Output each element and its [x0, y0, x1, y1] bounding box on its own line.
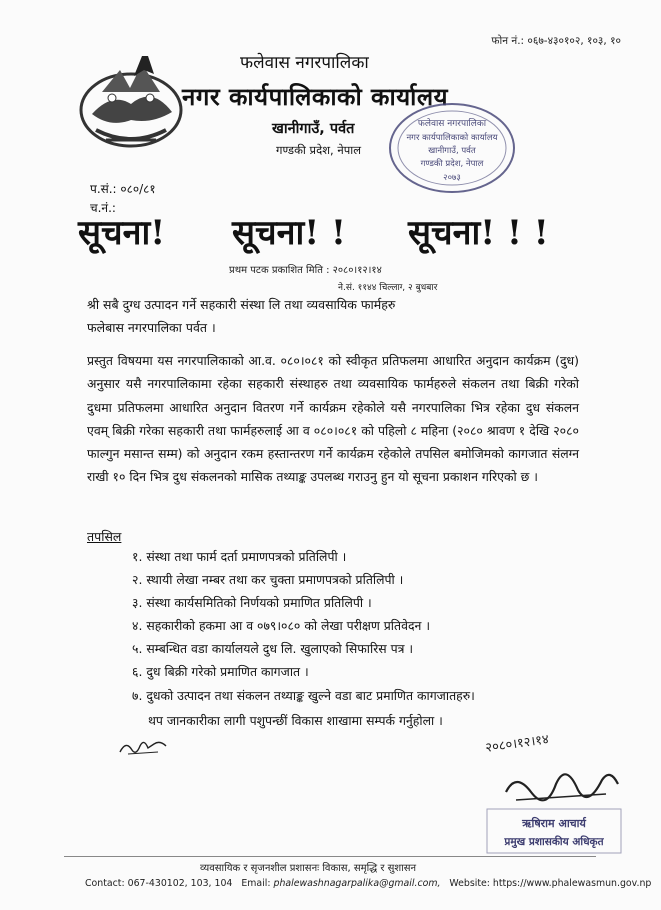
province-line: गण्डकी प्रदेश, नेपाल: [276, 143, 362, 157]
footer-slogan: व्यवसायिक र सृजनशील प्रशासनः विकास, समृद्धि र सुशासन: [200, 863, 417, 874]
stamp-line2: नगर कार्यपालिकाको कार्यालय: [406, 133, 498, 143]
footer-email-label: Email:: [241, 878, 271, 889]
list-item: ३. संस्था कार्यसमितिको निर्णयको प्रमाणित प्रतिलिपी ।: [132, 595, 372, 611]
contact-note: थप जानकारीका लागी पशुपन्छीं विकास शाखामा सम्पर्क गर्नुहोला ।: [148, 713, 443, 728]
footer-email[interactable]: phalewashnagarpalika@gmail.com,: [273, 878, 441, 889]
reference-number: प.सं.: ०८०/८१: [90, 182, 156, 196]
notice-heading-3: सूचना! ! !: [408, 213, 549, 253]
phone-number: फोन नं.: ०६७-४३०१०२, १०३, १०: [491, 35, 621, 47]
list-item: ४. सहकारीको हकमा आ व ०७९।०८० को लेखा परीक्षण प्रतिवेदन ।: [132, 618, 431, 634]
list-item: २. स्थायी लेखा नम्बर तथा कर चुक्ता प्रमाणपत्रको प्रतिलिपी ।: [132, 572, 404, 588]
nepal-sambat-date: ने.सं. ११४४ चिल्लाग्‍, २ बुधबार: [338, 283, 438, 293]
list-item: ६. दुध बिक्री गरेको प्रमाणित कागजात ।: [132, 664, 309, 680]
stamp-line1: फलेवास नगरपालिका: [417, 119, 487, 129]
footer-contact: Contact: 067-430102, 103, 104: [85, 878, 233, 889]
office-name: नगर कार्यपालिकाको कार्यालय: [182, 83, 449, 111]
document-list: [132, 545, 475, 707]
notice-heading-1: सूचना!: [78, 213, 166, 253]
signatory-stamp: [486, 808, 622, 854]
dispatch-number: च.नं.:: [90, 201, 116, 215]
list-item: १. संस्था तथा फार्म दर्ता प्रमाणपत्रको प्रतिलिपी ।: [132, 549, 347, 564]
addressee-line-1: श्री सबै दुग्ध उत्पादन गर्ने सहकारी संस्था लि तथा व्यवसायिक फार्महरु: [87, 297, 396, 312]
list-item: ५. सम्बन्धित वडा कार्यालयले दुध लि. खुलाएको सिफारिस पत्र ।: [132, 641, 414, 657]
nepal-emblem-icon: [72, 52, 190, 152]
initials-scribble: [118, 736, 170, 760]
stamp-line4: गण्डकी प्रदेश, नेपाल: [420, 159, 484, 169]
list-item: ७. दुधको उत्पादन तथा संकलन तथ्याङ्क खुल्ने वडा बाट प्रमाणित कागजातहरु।: [132, 687, 475, 703]
signatory-name: ऋषिराम आचार्य: [522, 817, 586, 830]
handwritten-date: २०८०।१२।१४: [484, 732, 550, 756]
addressee-line-2: फलेबास नगरपालिका पर्वत ।: [87, 320, 216, 335]
office-place: खानीगाउँ, पर्वत: [272, 121, 355, 137]
stamp-line3: खानीगाउँ, पर्वत: [428, 146, 476, 156]
footer-website[interactable]: Website: https://www.phalewasmun.gov.np: [449, 878, 652, 889]
notice-heading-2: सूचना! !: [232, 213, 346, 253]
publish-date: प्रथम पटक प्रकाशित मिति : २०८०।१२।१४: [229, 265, 382, 276]
notice-body: प्रस्तुत विषयमा यस नगरपालिकाको आ.व. ०८०।०८१ को स्वीकृत प्रतिफलमा आधारित अनुदान कार्यक्रम (दुध) अनुसार यसै नगरपालिकामा रहेका सहकारी संस्थाहरु तथा व्यवसायिक फार्महरुले संकलन तथा बिक्री गरेको दुधमा प्रतिफलमा आधारित अनुदान वितरण गर्ने कार्यक्रम रहेकोले यसै नगरपालिका भित्र रहेका दुध संकलन एवम् बिक्री गरेका सहकारी तथा फार्महरुलाई आ व ०८०।०८१ को पहिलो ८ महिना (२०८० श्रावण १ देखि २०८० फाल्गुन मसान्त सम्म) को अनुदान रकम हस्तान्तरण गर्ने कार्यक्रम रहेकोले तपसिल बमोजिमको कागजात संलग्न राखी १० दिन भित्र दुध संकलनको मासिक तथ्याङ्क उपलब्ध गराउनु हुन यो सूचना प्रकाशन गरिएको छ ।: [87, 353, 579, 485]
footer-divider: [64, 856, 596, 857]
signatory-title: प्रमुख प्रशासकीय अधिकृत: [504, 836, 604, 848]
tapsil-heading: तपसिल: [87, 529, 122, 544]
municipality-name: फलेवास नगरपालिका: [240, 53, 369, 73]
office-stamp: [386, 100, 518, 196]
footer-contact-line: [85, 878, 651, 889]
stamp-year: २०७३: [443, 173, 461, 183]
